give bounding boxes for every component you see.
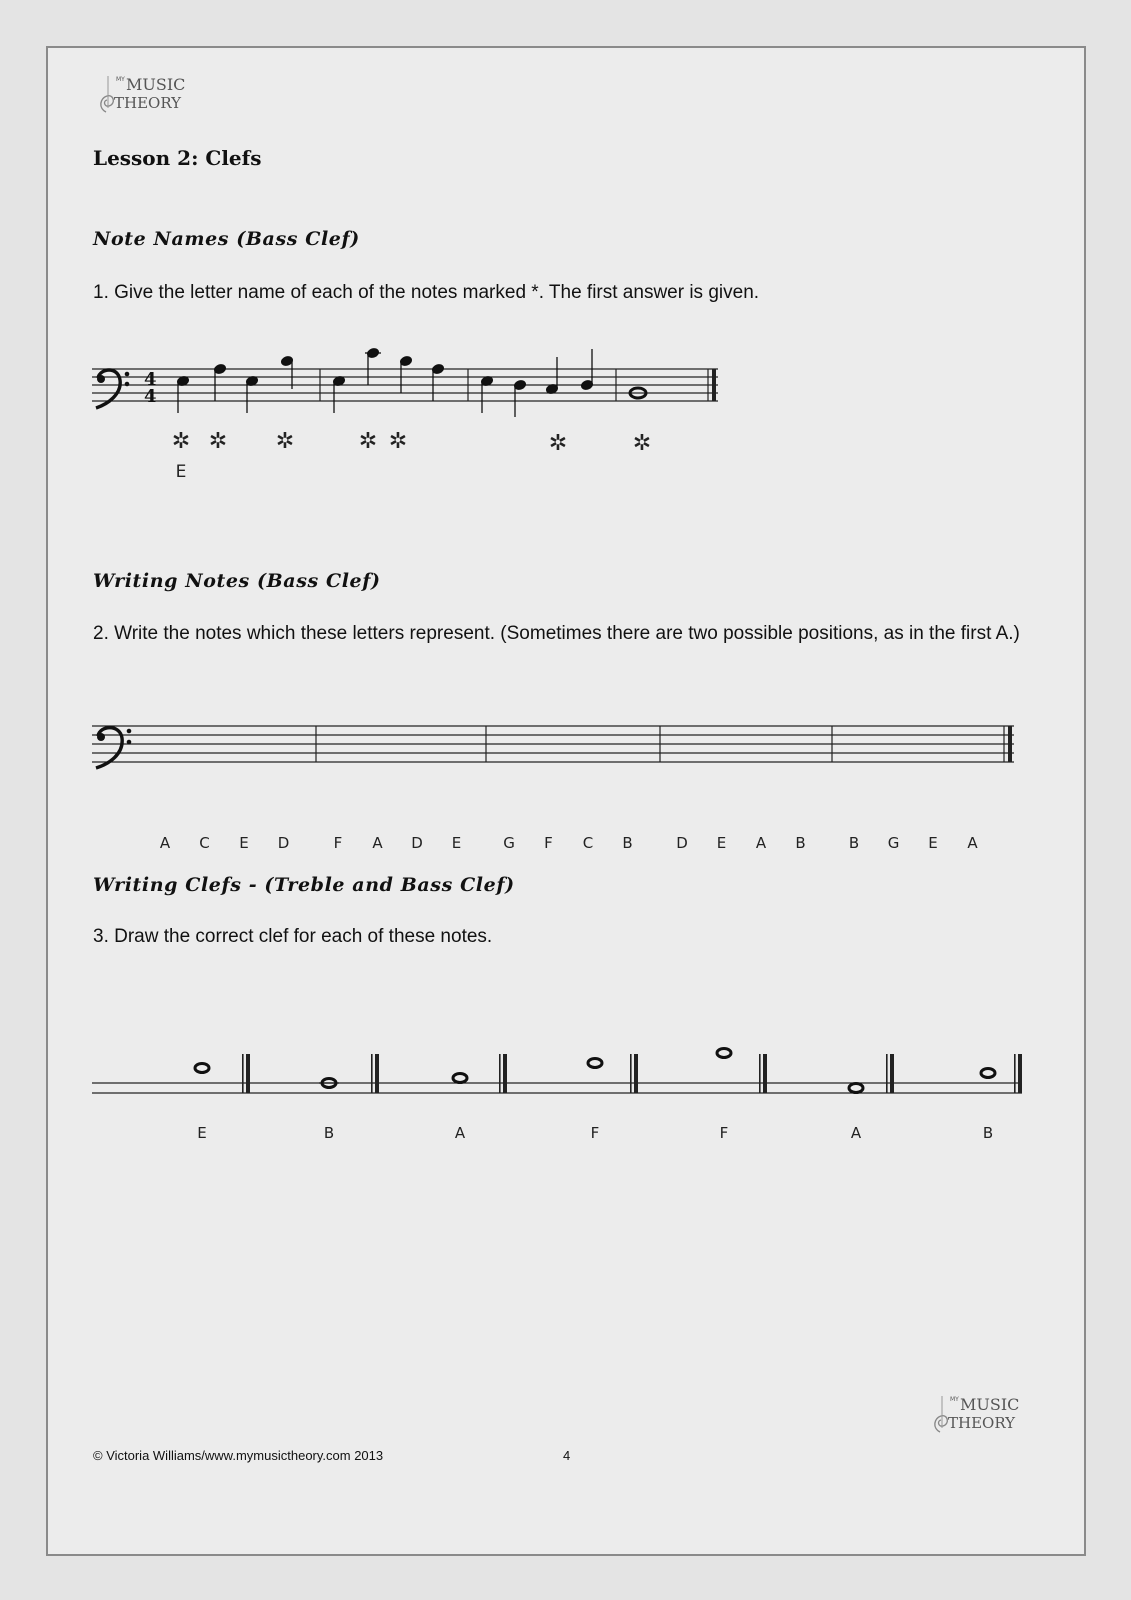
bass-staff-writing-notes bbox=[92, 716, 1022, 852]
svg-text:✲: ✲ bbox=[171, 429, 191, 454]
instruction-3: 3. Draw the correct clef for each of these notes. bbox=[93, 926, 493, 947]
note-letter: D bbox=[277, 834, 290, 852]
music-theory-logo-icon bbox=[94, 68, 190, 116]
note-letter: B bbox=[848, 834, 860, 852]
note-letter: G bbox=[887, 834, 900, 852]
clef-note-label: F bbox=[719, 1124, 729, 1142]
note-letter: C bbox=[199, 834, 210, 852]
clef-note-label: B bbox=[982, 1124, 994, 1142]
note-letter: A bbox=[755, 834, 767, 852]
svg-text:✲: ✲ bbox=[275, 429, 295, 454]
svg-text:4: 4 bbox=[144, 386, 157, 407]
note-letter: C bbox=[582, 834, 594, 852]
clef-note-label: B bbox=[323, 1124, 335, 1142]
section-title-writing-notes: Writing Notes (Bass Clef) bbox=[93, 570, 381, 592]
section-title-note-names: Note Names (Bass Clef) bbox=[93, 228, 360, 250]
clef-note-label: A bbox=[454, 1124, 466, 1142]
clef-exercise-notes bbox=[195, 1049, 995, 1093]
note-letter: F bbox=[333, 834, 343, 852]
svg-text:✲: ✲ bbox=[388, 429, 408, 454]
note-letter: E bbox=[716, 834, 727, 852]
note-letter: A bbox=[372, 834, 383, 852]
note-letter: B bbox=[795, 834, 806, 852]
clef-exercise-staff bbox=[92, 1038, 1032, 1158]
note-letter: E bbox=[239, 834, 249, 852]
footer-logo bbox=[928, 1388, 1024, 1436]
header-logo bbox=[94, 68, 190, 116]
note-letter: E bbox=[928, 834, 938, 852]
clef-note-label: A bbox=[850, 1124, 862, 1142]
note-letter: E bbox=[451, 834, 462, 852]
asterisk-markers bbox=[172, 429, 651, 456]
note-letter: B bbox=[622, 834, 633, 852]
note-letter: A bbox=[967, 834, 978, 852]
note-letter: D bbox=[676, 834, 688, 852]
instruction-1: 1. Give the letter name of each of the notes marked *. The first answer is given. bbox=[93, 282, 760, 303]
svg-text:✲: ✲ bbox=[548, 431, 568, 456]
section-title-writing-clefs: Writing Clefs - (Treble and Bass Clef) bbox=[93, 874, 515, 896]
svg-text:MUSIC: MUSIC bbox=[960, 1395, 1020, 1414]
svg-text:MY: MY bbox=[116, 76, 125, 83]
svg-text:THEORY: THEORY bbox=[948, 1414, 1016, 1432]
example-answer: E bbox=[175, 462, 187, 482]
note-letter: F bbox=[544, 834, 553, 852]
note-letter: G bbox=[503, 834, 515, 852]
svg-text:MUSIC: MUSIC bbox=[126, 75, 186, 94]
bass-clef-icon bbox=[96, 370, 129, 408]
svg-text:✲: ✲ bbox=[632, 431, 652, 456]
time-signature bbox=[144, 369, 157, 407]
music-theory-logo-icon bbox=[928, 1388, 1024, 1436]
clef-note-label: F bbox=[590, 1124, 600, 1142]
bass-staff-note-names bbox=[92, 338, 732, 482]
worksheet-page bbox=[46, 46, 1086, 1556]
footer-copyright: © Victoria Williams/www.mymusictheory.com 2013 bbox=[93, 1448, 384, 1463]
svg-text:✲: ✲ bbox=[358, 429, 378, 454]
page-number: 4 bbox=[563, 1448, 571, 1463]
lesson-title: Lesson 2: Clefs bbox=[93, 146, 262, 170]
svg-text:THEORY: THEORY bbox=[114, 94, 182, 112]
svg-text:MY: MY bbox=[950, 1396, 959, 1403]
instruction-2: 2. Write the notes which these letters represent. (Sometimes there are two possible positions, as in the first A.) bbox=[93, 623, 1020, 644]
clef-note-label: E bbox=[197, 1124, 207, 1142]
note-letter: D bbox=[411, 834, 423, 852]
note-letter: A bbox=[159, 834, 171, 852]
svg-text:4: 4 bbox=[144, 369, 157, 390]
svg-text:✲: ✲ bbox=[208, 429, 228, 454]
